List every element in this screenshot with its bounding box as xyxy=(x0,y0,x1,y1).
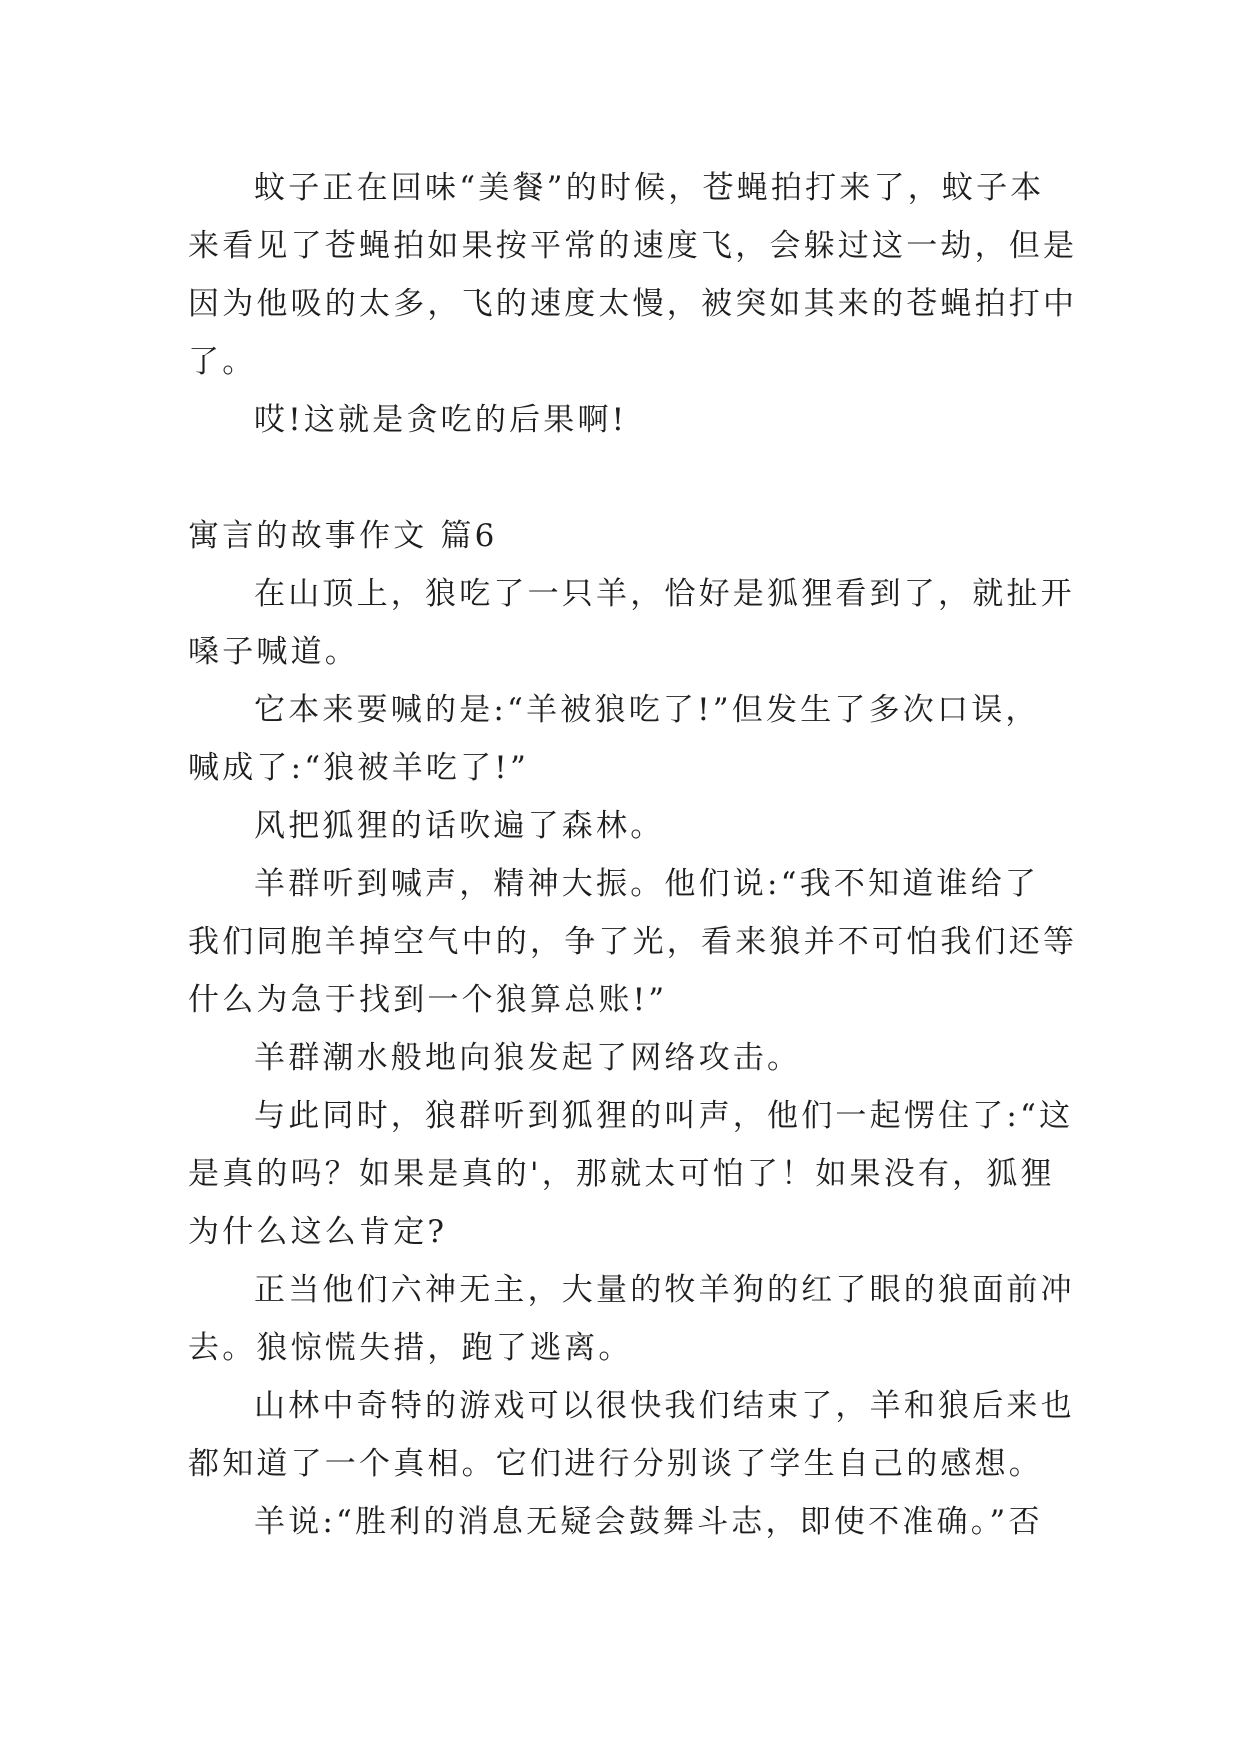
paragraph-line: 因为他吸的太多，飞的速度太慢，被突如其来的苍蝇拍打中 xyxy=(188,286,1078,322)
paragraph-line: 羊群潮水般地向狼发起了网络攻击。 xyxy=(254,1040,802,1076)
paragraph-line: 是真的吗？如果是真的'，那就太可怕了！如果没有，狐狸 xyxy=(188,1156,1055,1192)
paragraph-line: 什么为急于找到一个狼算总账!” xyxy=(188,982,668,1018)
paragraph-line: 都知道了一个真相。它们进行分别谈了学生自己的感想。 xyxy=(188,1446,1043,1482)
paragraph-line: 来看见了苍蝇拍如果按平常的速度飞，会躲过这一劫，但是 xyxy=(188,228,1078,264)
paragraph-line: 与此同时，狼群听到狐狸的叫声，他们一起愣住了:“这 xyxy=(254,1098,1074,1134)
paragraph-line: 它本来要喊的是:“羊被狼吃了!”但发生了多次口误， xyxy=(254,692,1040,728)
paragraph-line: 山林中奇特的游戏可以很快我们结束了，羊和狼后来也 xyxy=(254,1388,1075,1424)
paragraph-line: 喊成了:“狼被羊吃了!” xyxy=(188,750,529,786)
paragraph-line: 羊说:“胜利的消息无疑会鼓舞斗志，即使不准确。”否 xyxy=(254,1504,1043,1540)
paragraph-line: 蚊子正在回味“美餐”的时候，苍蝇拍打来了，蚊子本 xyxy=(254,170,1045,206)
paragraph-line: 在山顶上，狼吃了一只羊，恰好是狐狸看到了，就扯开 xyxy=(254,576,1075,612)
paragraph-line: 为什么这么肯定? xyxy=(188,1214,448,1250)
paragraph-line: 去。狼惊慌失措，跑了逃离。 xyxy=(188,1330,633,1366)
paragraph-line: 风把狐狸的话吹遍了森林。 xyxy=(254,808,665,844)
paragraph-line: 哎!这就是贪吃的后果啊! xyxy=(254,402,628,438)
paragraph-line: 嗓子喊道。 xyxy=(188,634,359,670)
paragraph-line: 我们同胞羊掉空气中的，争了光，看来狼并不可怕我们还等 xyxy=(188,924,1078,960)
paragraph-line: 了。 xyxy=(188,344,257,380)
paragraph-line: 羊群听到喊声，精神大振。他们说:“我不知道谁给了 xyxy=(254,866,1040,902)
paragraph-line: 正当他们六神无主，大量的牧羊狗的红了眼的狼面前冲 xyxy=(254,1272,1075,1308)
section-heading: 寓言的故事作文 篇6 xyxy=(188,518,498,554)
